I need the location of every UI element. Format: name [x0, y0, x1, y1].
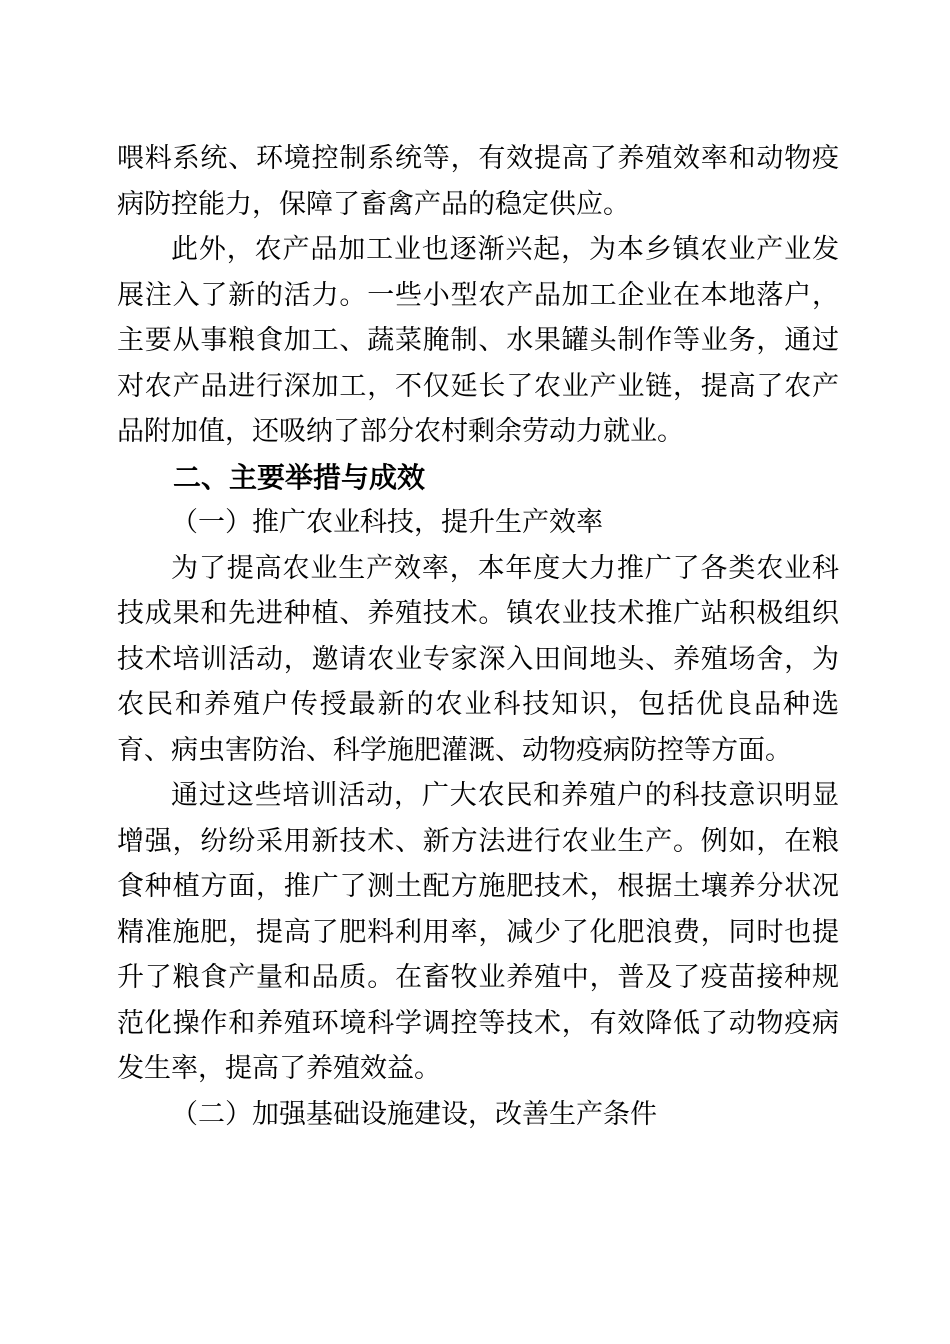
document-body [117, 136, 839, 1137]
paragraph-continuation: 喂料系统、环境控制系统等，有效提高了养殖效率和动物疫病防控能力，保障了畜禽产品的稳定供应。 [117, 143, 839, 219]
section-heading: 二、主要举措与成效 [173, 461, 426, 493]
paragraph: 通过这些培训活动，广大农民和养殖户的科技意识明显增强，纷纷采用新技术、新方法进行农业生产。例如，在粮食种植方面，推广了测土配方施肥技术，根据土壤养分状况精准施肥，提高了肥料利用率，减少了化肥浪费，同时也提升了粮食产量和品质。在畜牧业养殖中，普及了疫苗接种规范化操作和养殖环境科学调控等技术，有效降低了动物疫病发生率，提高了养殖效益。 [117, 780, 839, 1083]
paragraph: 此外，农产品加工业也逐渐兴起，为本乡镇农业产业发展注入了新的活力。一些小型农产品加工企业在本地落户，主要从事粮食加工、蔬菜腌制、水果罐头制作等业务，通过对农产品进行深加工，不仅延长了农业产业链，提高了农产品附加值，还吸纳了部分农村剩余劳动力就业。 [117, 234, 839, 446]
subsection-heading-1: （一）推广农业科技，提升生产效率 [171, 507, 603, 537]
subsection-heading-2: （二）加强基础设施建设，改善生产条件 [171, 1098, 657, 1129]
paragraph: 为了提高农业生产效率，本年度大力推广了各类农业科技成果和先进种植、养殖技术。镇农业技术推广站积极组织技术培训活动，邀请农业专家深入田间地头、养殖场舍，为农民和养殖户传授最新的农业科技知识，包括优良品种选育、病虫害防治、科学施肥灌溉、动物疫病防控等方面。 [117, 552, 839, 765]
